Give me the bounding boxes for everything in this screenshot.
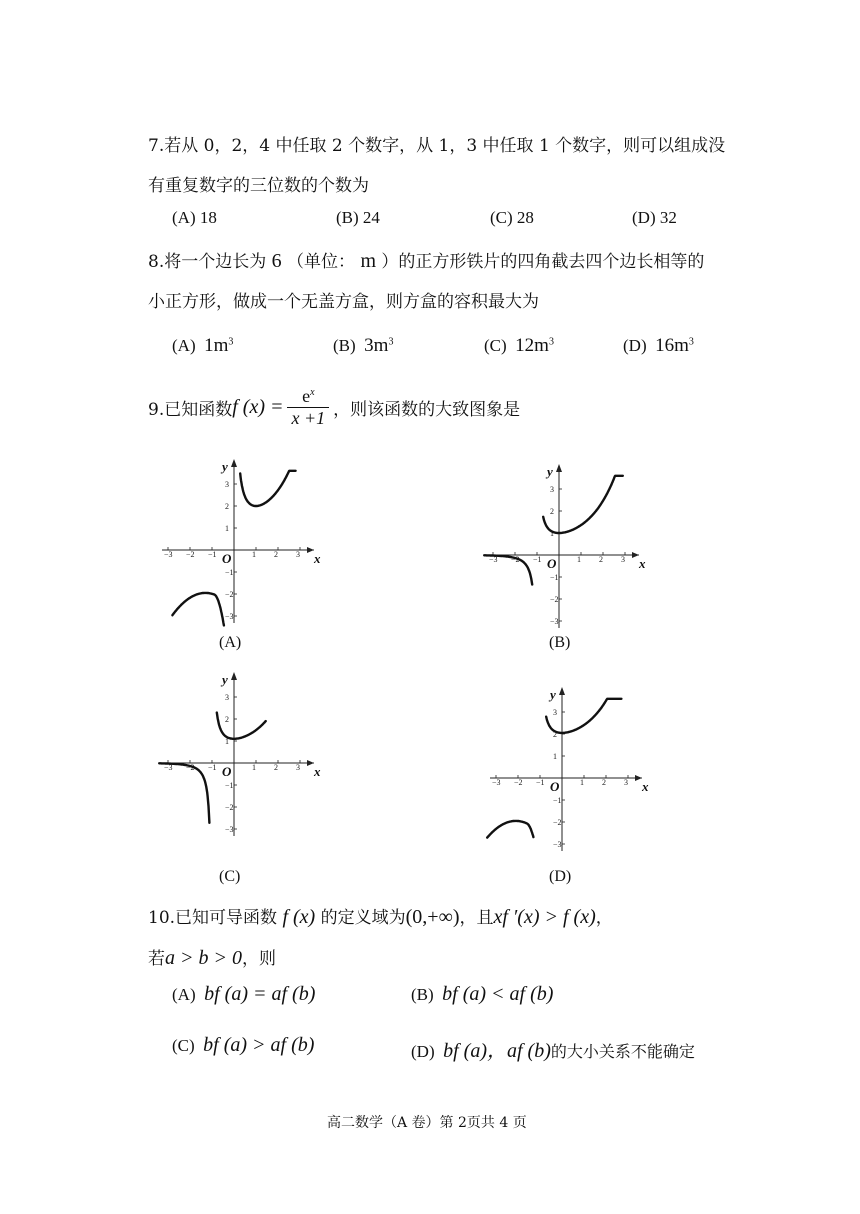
option-sup: 3 (688, 336, 694, 348)
option-text: 的大小关系不能确定 (550, 1042, 695, 1061)
y-tick-label: 1 (225, 737, 229, 746)
function-curve-branch-1 (543, 476, 623, 533)
y-tick-label: −1 (225, 568, 234, 577)
x-axis-arrow-icon (307, 547, 314, 553)
option-label: (D) (411, 1042, 435, 1061)
q7-option-a: (A) 18 (172, 208, 217, 227)
x-tick-label: −2 (511, 555, 520, 564)
option-expression: bf (a) > af (b) (203, 1034, 315, 1056)
q7-option-d: (D) 32 (632, 208, 677, 227)
function-curve-branch-2 (172, 593, 224, 626)
option-label: (B) (333, 336, 356, 355)
origin-label: O (550, 779, 560, 794)
graph-caption-d: (D) (549, 868, 572, 885)
fraction-numerator (287, 386, 329, 408)
graph-caption-b: (B) (549, 634, 571, 651)
q10-domain: (0,+∞) (405, 906, 460, 928)
graph-option-a (158, 455, 328, 629)
q8-option-a (172, 335, 233, 357)
y-axis-label: y (222, 459, 228, 474)
q7-stem-line1: 7.若从 0，2，4 中任取 2 个数字，从 1，3 中任取 1 个数字，则可以组成没 (148, 136, 726, 156)
y-tick-label: 1 (225, 524, 229, 533)
option-sup: 3 (228, 336, 234, 348)
x-tick-label: −1 (533, 555, 542, 564)
x-tick-label: 1 (252, 550, 256, 559)
x-tick-label: 1 (580, 778, 584, 787)
option-expression: bf (a) = af (b) (204, 983, 316, 1005)
y-axis-arrow-icon (559, 687, 565, 695)
option-sup: 3 (388, 336, 394, 348)
y-tick-label: −3 (550, 617, 559, 626)
x-axis-label: x (642, 779, 649, 794)
y-tick-label: 2 (550, 507, 554, 516)
y-axis-arrow-icon (231, 672, 237, 680)
q10-stem2-prefix: 若 (148, 949, 165, 969)
option-label: (A) (172, 336, 196, 355)
function-curve-branch-1 (546, 699, 621, 733)
y-tick-label: −1 (550, 573, 559, 582)
q10-condition: a > b > 0 (165, 947, 242, 969)
x-tick-label: −1 (208, 763, 217, 772)
y-tick-label: 3 (225, 693, 229, 702)
y-tick-label: 1 (553, 752, 557, 761)
x-axis-label: x (314, 551, 321, 566)
fraction-denominator: x +1 (291, 407, 326, 428)
y-tick-label: −3 (553, 840, 562, 849)
x-tick-label: 3 (296, 550, 300, 559)
graph-caption-c: (C) (219, 868, 241, 885)
numerator-exponent: x (310, 386, 315, 398)
origin-label: O (222, 551, 232, 566)
x-tick-label: 2 (599, 555, 603, 564)
q7-option-b: (B) 24 (336, 208, 380, 227)
q8-stem-line2: 小正方形，做成一个无盖方盒，则方盒的容积最大为 (148, 292, 539, 312)
q10-stem-end: ， (595, 908, 613, 928)
coordinate-graph-d (486, 683, 656, 853)
y-tick-label: 3 (225, 480, 229, 489)
x-tick-label: −3 (164, 763, 173, 772)
x-tick-label: −3 (492, 778, 501, 787)
x-axis-label: x (314, 764, 321, 779)
q10-stem2-suffix: ，则 (242, 949, 276, 969)
graph-caption-a: (A) (219, 634, 242, 651)
y-tick-label: 2 (225, 715, 229, 724)
y-axis-label: y (222, 672, 228, 687)
x-tick-label: −1 (536, 778, 545, 787)
x-tick-label: −2 (186, 763, 195, 772)
coordinate-graph-c (158, 668, 328, 838)
graph-option-d (486, 683, 656, 857)
q10-stem-mid2: ，且 (459, 908, 494, 928)
x-axis-arrow-icon (632, 552, 639, 558)
q8-stem-line1 (148, 247, 704, 273)
x-tick-label: 1 (577, 555, 581, 564)
y-axis-arrow-icon (556, 464, 562, 472)
x-tick-label: 3 (624, 778, 628, 787)
y-tick-label: −2 (553, 818, 562, 827)
graph-option-b (483, 460, 653, 634)
function-curve-branch-1 (240, 471, 295, 506)
q9-function-lhs: f (x) = (232, 395, 284, 418)
x-tick-label: 2 (602, 778, 606, 787)
numerator-base: e (302, 385, 311, 406)
q10-option-b (411, 983, 553, 1006)
x-tick-label: −2 (514, 778, 523, 787)
option-label: (D) (623, 336, 647, 355)
coordinate-graph-a (158, 455, 328, 625)
q10-inequality: xf ′(x) > f (x) (493, 906, 596, 928)
y-tick-label: 1 (550, 529, 554, 538)
q10-stem-prefix: 10.已知可导函数 (148, 908, 283, 928)
y-tick-label: 3 (553, 708, 557, 717)
option-expression: bf (a) < af (b) (442, 983, 554, 1005)
q10-option-a (172, 983, 315, 1006)
q9-stem-suffix: ，则该函数的大致图象是 (333, 399, 521, 420)
y-axis-label: y (547, 464, 553, 479)
page-footer: 高二数学（A 卷）第 2页共 4 页 (327, 1115, 527, 1131)
x-axis-arrow-icon (635, 775, 642, 781)
x-tick-label: 3 (296, 763, 300, 772)
option-value: 12m (515, 335, 549, 356)
y-tick-label: −2 (225, 803, 234, 812)
q9-stem (148, 382, 520, 432)
q8-option-b (333, 335, 393, 357)
q10-stem-line1 (148, 903, 613, 929)
option-value: 16m (655, 335, 689, 356)
q8-unit: m (360, 250, 376, 272)
option-label: (A) (172, 985, 196, 1004)
x-tick-label: −3 (164, 550, 173, 559)
y-tick-label: −2 (550, 595, 559, 604)
q8-side-length: 6 (271, 250, 282, 272)
option-label: (C) (172, 1036, 195, 1055)
y-tick-label: −1 (553, 796, 562, 805)
y-tick-label: 2 (225, 502, 229, 511)
y-tick-label: −3 (225, 825, 234, 834)
origin-label: O (547, 556, 557, 571)
graph-option-c (158, 668, 328, 842)
q8-option-c (484, 335, 554, 357)
option-expression: bf (a)，af (b) (443, 1040, 551, 1062)
y-axis-arrow-icon (231, 459, 237, 467)
option-sup: 3 (548, 336, 554, 348)
x-axis-label: x (639, 556, 646, 571)
y-tick-label: −3 (225, 612, 234, 621)
y-tick-label: −1 (225, 781, 234, 790)
x-tick-label: −2 (186, 550, 195, 559)
q9-fraction (287, 386, 329, 429)
x-tick-label: 3 (621, 555, 625, 564)
option-label: (B) (411, 985, 434, 1004)
q7-option-c: (C) 28 (490, 208, 534, 227)
y-tick-label: 3 (550, 485, 554, 494)
q7-stem-line2: 有重复数字的三位数的个数为 (148, 176, 369, 196)
function-curve-branch-2 (487, 821, 533, 838)
q10-stem-line2 (148, 944, 276, 970)
option-value: 3m (364, 335, 389, 356)
q10-stem-mid: 的定义域为 (315, 908, 406, 928)
q8-option-d (623, 335, 694, 357)
x-tick-label: 1 (252, 763, 256, 772)
origin-label: O (222, 764, 232, 779)
option-value: 1m (204, 335, 229, 356)
x-tick-label: −1 (208, 550, 217, 559)
q10-option-d (411, 1034, 695, 1063)
x-tick-label: 2 (274, 763, 278, 772)
q10-function: f (x) (282, 906, 316, 928)
y-tick-label: −2 (225, 590, 234, 599)
y-tick-label: 2 (553, 730, 557, 739)
coordinate-graph-b (483, 460, 653, 630)
option-label: (C) (484, 336, 507, 355)
q8-stem-mid: （单位： (281, 252, 361, 272)
q10-option-c (172, 1034, 314, 1057)
x-tick-label: −3 (489, 555, 498, 564)
q9-stem-prefix: 9.已知函数 (148, 399, 233, 420)
q8-stem-prefix: 8.将一个边长为 (148, 252, 272, 272)
x-tick-label: 2 (274, 550, 278, 559)
x-axis-arrow-icon (307, 760, 314, 766)
y-axis-label: y (550, 687, 556, 702)
function-curve-branch-2 (159, 763, 209, 823)
q8-stem-suffix: ）的正方形铁片的四角截去四个边长相等的 (376, 252, 705, 272)
